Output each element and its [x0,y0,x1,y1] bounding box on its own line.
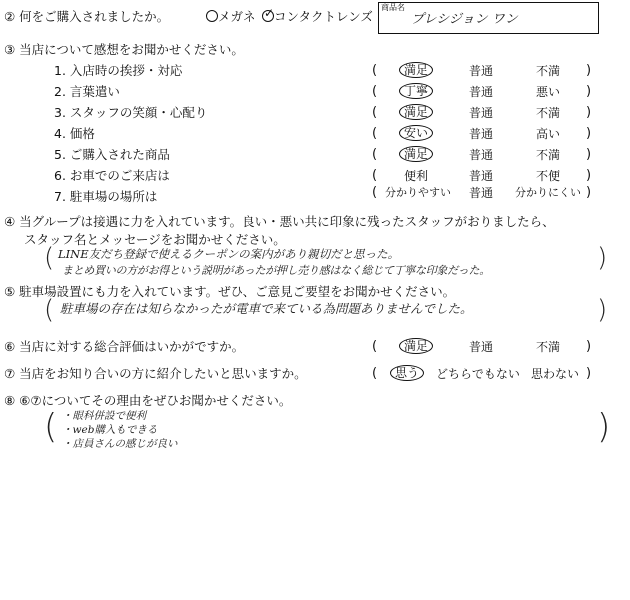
paren-close: ) [586,63,592,78]
q3-row-5-choice-2[interactable]: 普通 [469,148,494,162]
product-name-value: プレシジョン ワン [411,12,518,27]
q3-label: ③ 当店について感想をお聞かせください。 [4,42,244,57]
q3-item-label: 1. 入店時の挨拶・対応 [54,63,183,78]
answer-bracket-open: ( [44,407,58,447]
q3-row-7-choice-3[interactable]: 分かりにくい [515,186,581,199]
q5-answer[interactable]: 駐車場の存在は知らなかったが電車で来ている為問題ありませんでした。 [60,301,473,316]
q2-option-contacts[interactable]: ✓ コンタクトレンズ [264,6,373,24]
paren-open: ( [372,105,378,120]
q8-answer-line-2[interactable]: ・web購入もできる [62,424,158,436]
q8-answer-line-3[interactable]: ・店員さんの感じが良い [62,438,178,450]
q2-option-glasses[interactable]: メガネ [206,10,256,24]
q4-label-line-2: スタッフ名とメッセージをお聞かせください。 [24,232,286,247]
q7-choice-3[interactable]: 思わない [531,367,580,381]
q7-choice-2[interactable]: どちらでもない [436,367,520,381]
q6-choice-3[interactable]: 不満 [536,340,561,354]
paren-open: ( [372,366,378,381]
q3-row-2-choice-3[interactable]: 悪い [536,85,561,99]
radio-circle-icon [206,10,218,22]
q3-row-6-choice-2[interactable]: 普通 [469,169,494,183]
q3-row-4-choice-3[interactable]: 高い [536,127,561,141]
q3-item-label: 3. スタッフの笑顔・心配り [54,105,208,120]
q5-label: ⑤ 駐車場設置にも力を入れています。ぜひ、ご意見ご要望をお聞かせください。 [4,284,456,299]
q2-label: ② 何をご購入されましたか。 [4,9,170,24]
answer-bracket-open: ( [44,295,55,325]
paren-open: ( [372,147,378,162]
q3-item-label: 2. 言葉遣い [54,84,120,99]
q3-row-6-choice-3[interactable]: 不便 [536,169,561,183]
q3-row-1-choice-2[interactable]: 普通 [469,64,494,78]
answer-bracket-open: ( [44,243,55,273]
q7-label: ⑦ 当店をお知り合いの方に紹介したいと思いますか。 [4,366,307,381]
q3-row-3-choice-3[interactable]: 不満 [536,106,561,120]
q3-row-6-choice-1[interactable]: 便利 [404,169,429,183]
checked-circle-icon: ✓ [264,6,275,20]
q3-row-1-choice-1[interactable]: 満足 [404,63,433,77]
q3-row-3-choice-1[interactable]: 満足 [404,105,433,119]
paren-close: ) [586,126,592,141]
paren-close: ) [586,168,592,183]
paren-close: ) [586,84,592,99]
paren-open: ( [372,84,378,99]
paren-open: ( [372,339,378,354]
paren-close: ) [586,185,592,200]
q6-label: ⑥ 当店に対する総合評価はいかがですか。 [4,339,245,354]
q3-row-1-choice-3[interactable]: 不満 [536,64,561,78]
answer-bracket-close: ) [597,295,608,325]
q4-answer-line-1[interactable]: LINE友だち登録で使えるクーポンの案内があり親切だと思った。 [58,247,400,261]
paren-open: ( [372,126,378,141]
q3-row-2-choice-1[interactable]: 丁寧 [404,84,433,98]
q4-label-line-1: ④ 当グループは接遇に力を入れています。良い・悪い共に印象に残ったスタッフがおりましたら、 [4,214,555,229]
q6-choice-1[interactable]: 満足 [404,339,433,353]
q3-row-4-choice-1[interactable]: 安い [404,126,433,140]
q3-item-label: 4. 価格 [54,126,95,141]
q6-choice-2[interactable]: 普通 [469,340,494,354]
paren-open: ( [372,168,378,183]
answer-bracket-close: ) [597,243,608,273]
product-name-box [378,2,599,34]
product-name-caption: 商品名 [381,3,405,12]
paren-open: ( [372,63,378,78]
q8-answer-line-1[interactable]: ・眼科併設で便利 [62,410,146,422]
paren-close: ) [586,339,592,354]
q7-choice-1[interactable]: 思う [395,366,424,380]
paren-close: ) [586,147,592,162]
q3-item-label: 7. 駐車場の場所は [54,189,158,204]
q3-row-4-choice-2[interactable]: 普通 [469,127,494,141]
q3-row-7-choice-2[interactable]: 普通 [469,186,494,200]
paren-open: ( [372,185,378,200]
q3-row-7-choice-1[interactable]: 分かりやすい [385,186,451,199]
q3-row-5-choice-3[interactable]: 不満 [536,148,561,162]
paren-close: ) [586,366,592,381]
q3-row-5-choice-1[interactable]: 満足 [404,147,433,161]
q3-row-3-choice-2[interactable]: 普通 [469,106,494,120]
answer-bracket-close: ) [597,407,611,447]
q3-item-label: 6. お車でのご来店は [54,168,170,183]
q3-item-label: 5. ご購入された商品 [54,147,170,162]
q3-row-2-choice-2[interactable]: 普通 [469,85,494,99]
paren-close: ) [586,105,592,120]
q4-answer-line-2[interactable]: まとめ買いの方がお得という説明があったが押し売り感はなく総じて丁寧な印象だった。 [62,264,490,277]
q8-label: ⑧ ⑥⑦についてその理由をぜひお聞かせください。 [4,393,292,408]
